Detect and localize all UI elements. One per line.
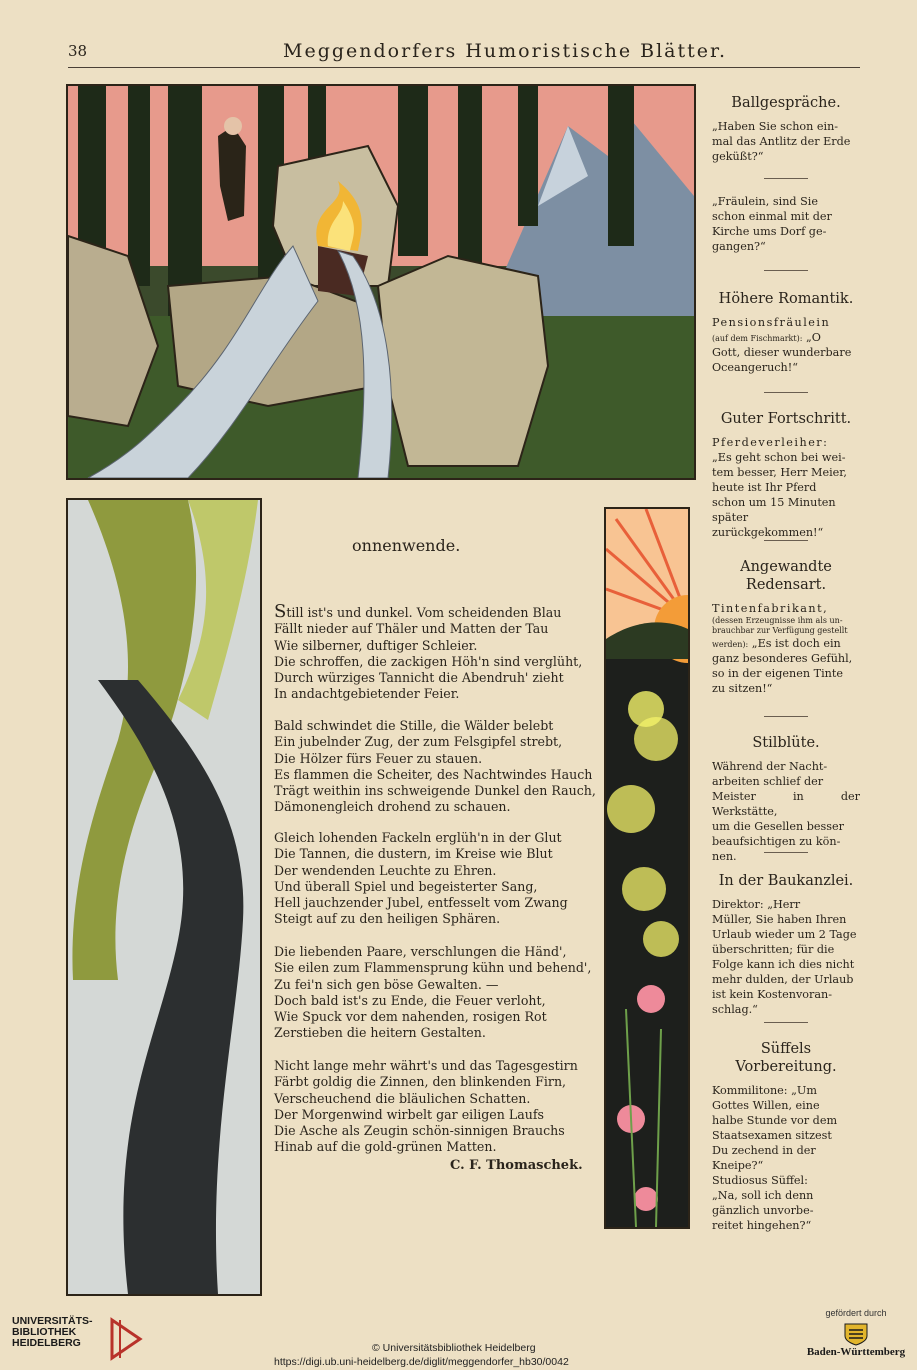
- section-baukanzlei: [712, 872, 860, 1017]
- joke-line: Folge kann ich dies nicht: [712, 958, 855, 971]
- poem-line: Zerstieben die heitern Gestalten.: [274, 1025, 486, 1041]
- stage-note: (auf dem Fischmarkt):: [712, 334, 803, 343]
- section-heading: Süffels: [760, 1041, 812, 1057]
- source-url[interactable]: https://digi.ub.uni-heidelberg.de/diglit/meggendorfer_hb30/0042: [274, 1356, 569, 1368]
- joke-line: überschritten; für die: [712, 943, 835, 956]
- section-fortschritt: [712, 410, 860, 540]
- poem-line: Der Morgenwind wirbelt gar eiligen Laufs: [274, 1106, 544, 1122]
- sunrise-fireflies-svg: [606, 509, 688, 1227]
- section-divider: [764, 270, 808, 271]
- section-ballgespraeche-2: [712, 194, 860, 254]
- joke-line: „Es geht schon bei wei-: [712, 451, 846, 464]
- sunrise-fireflies-illustration: [604, 507, 690, 1229]
- library-name-line: HEIDELBERG: [12, 1337, 81, 1349]
- section-divider: [764, 1022, 808, 1023]
- poem-line: Die Tannen, die dustern, im Kreise wie Blut: [274, 846, 553, 862]
- stage-note: werden):: [712, 640, 749, 649]
- section-heading: Stilblüte.: [752, 735, 820, 751]
- poem-stanza-2: [274, 718, 596, 816]
- library-logo: [12, 1316, 152, 1362]
- joke-line: „Haben Sie schon ein-: [712, 120, 839, 133]
- smoke-trail-svg: [68, 500, 260, 1294]
- poem-stanza-3: [274, 830, 592, 928]
- poem-line: Die Asche als Zeugin schön-sinnigen Brauchs: [274, 1123, 565, 1139]
- poem-line: Wie silberner, duftiger Schleier.: [274, 637, 478, 653]
- joke-line: „Na, soll ich denn: [712, 1189, 814, 1202]
- joke-line: schlag.“: [712, 1003, 758, 1016]
- poem-line: Dämonengleich drohend zu schauen.: [274, 799, 511, 815]
- joke-line: heute ist Ihr Pferd: [712, 481, 817, 494]
- joke-line: Gottes Willen, eine: [712, 1099, 820, 1112]
- poem-line: Fällt nieder auf Thäler und Matten der Tau: [274, 621, 549, 637]
- sponsor-label: gefördert durch: [825, 1308, 887, 1318]
- poem-line: Verscheuchend die bläulichen Schatten.: [274, 1090, 531, 1106]
- stage-note: brauchbar zur Verfügung gestellt: [712, 626, 848, 635]
- joke-line: Während der Nacht-: [712, 760, 828, 773]
- joke-line: so in der eigenen Tinte: [712, 667, 843, 680]
- section-heading: Höhere Romantik.: [718, 291, 854, 307]
- poem-line: Hell jauchzender Jubel, entfesselt vom Zwang: [274, 895, 568, 911]
- joke-line: gänzlich unvorbe-: [712, 1204, 814, 1217]
- poem-line: Hinab auf die gold-grünen Matten.: [274, 1139, 497, 1155]
- joke-line: „Es ist doch ein: [751, 637, 841, 650]
- smoke-trail-illustration: [66, 498, 262, 1296]
- joke-line: Kommilitone: „Um: [712, 1084, 817, 1097]
- joke-line: Gott, dieser wunderbare: [712, 346, 852, 359]
- joke-line: ganz besonderes Gefühl,: [712, 652, 853, 665]
- section-divider: [764, 178, 808, 179]
- joke-line: reitet hingehen?“: [712, 1219, 812, 1232]
- section-divider: [764, 392, 808, 393]
- poem-line: Färbt goldig die Zinnen, den blinkenden Firn,: [274, 1074, 567, 1090]
- section-redensart: [712, 558, 860, 696]
- section-heading-2: Redensart.: [745, 577, 827, 593]
- poem-line: Und überall Spiel und begeisterter Sang,: [274, 878, 538, 894]
- joke-line: Kneipe?“: [712, 1159, 764, 1172]
- poem-line: Sie eilen zum Flammensprung kühn und behend',: [274, 960, 592, 976]
- joke-line: Urlaub wieder um 2 Tage: [712, 928, 857, 941]
- poem-stanza-1: [274, 601, 592, 703]
- joke-line: zu sitzen!“: [712, 682, 773, 695]
- magazine-title: Meggendorfers Humoristische Blätter.: [283, 40, 728, 62]
- section-ballgespraeche: [712, 94, 860, 164]
- joke-line: schon um 15 Minuten: [712, 496, 836, 509]
- library-name-line: UNIVERSITÄTS-: [12, 1315, 93, 1327]
- speaker: Pensionsfräulein: [712, 316, 831, 329]
- poem-line: Gleich lohenden Fackeln erglüh'n in der Glut: [274, 830, 562, 845]
- bonfire-scene-svg: [68, 86, 694, 478]
- poem-author: C. F. Thomaschek.: [450, 1158, 583, 1173]
- poem-line: Trägt weithin ins schweigende Dunkel den Rauch,: [274, 783, 596, 799]
- joke-line: „Fräulein, sind Sie: [712, 195, 818, 208]
- section-heading: In der Baukanzlei.: [718, 873, 854, 889]
- copyright-text: © Universitätsbibliothek Heidelberg: [372, 1342, 536, 1354]
- joke-line: halbe Stunde vor dem: [712, 1114, 838, 1127]
- coat-of-arms-icon: [843, 1322, 869, 1346]
- poem-line: Ein jubelnder Zug, der zum Felsgipfel strebt,: [274, 734, 563, 750]
- joke-line: schon einmal mit der: [712, 210, 832, 223]
- poem-line: till ist's und dunkel. Vom scheidenden Blau: [286, 605, 562, 620]
- section-stilbluete: [712, 734, 860, 864]
- sponsor-block: [806, 1308, 906, 1368]
- section-romantik: [712, 290, 860, 375]
- poem-line: Bald schwindet die Stille, die Wälder belebt: [274, 718, 554, 733]
- page-number: 38: [68, 42, 88, 60]
- poem-line: Durch würziges Tannicht die Abendruh' zieht: [274, 670, 564, 686]
- joke-line: ist kein Kostenvoran-: [712, 988, 833, 1001]
- joke-line: Kirche ums Dorf ge-: [712, 225, 827, 238]
- poem-line: Die liebenden Paare, verschlungen die Händ',: [274, 944, 567, 959]
- poem-stanza-4: [274, 944, 592, 1042]
- section-vorbereitung: [712, 1040, 860, 1233]
- poem-line: Wie Spuck vor dem nahenden, rosigen Rot: [274, 1009, 547, 1025]
- speaker: Tintenfabrikant,: [712, 602, 829, 615]
- joke-line: Du zechend in der: [712, 1144, 816, 1157]
- bonfire-illustration: [66, 84, 696, 480]
- joke-line: Staatsexamen sitzest: [712, 1129, 832, 1142]
- stage-note: (dessen Erzeugnisse ihm als un-: [712, 616, 843, 625]
- section-heading: Ballgespräche.: [731, 95, 841, 111]
- joke-line: Oceangeruch!“: [712, 361, 798, 374]
- section-divider: [764, 852, 808, 853]
- joke-line: um die Gesellen besser: [712, 820, 844, 833]
- poem-line: Der wendenden Leuchte zu Ehren.: [274, 862, 497, 878]
- section-heading-2: Vorbereitung.: [735, 1059, 837, 1075]
- sponsor-name: Baden-Württemberg: [806, 1346, 906, 1358]
- speaker: Pferdeverleiher:: [712, 436, 829, 449]
- poem-stanza-5: [274, 1058, 592, 1156]
- joke-line: geküßt?“: [712, 150, 764, 163]
- poem-line: Nicht lange mehr währt's und das Tagesgestirn: [274, 1058, 578, 1073]
- joke-line: mal das Antlitz der Erde: [712, 135, 851, 148]
- joke-line: Meister in der Werkstätte,: [712, 790, 860, 818]
- library-name-line: BIBLIOTHEK: [12, 1326, 77, 1338]
- poem-line: Die Hölzer fürs Feuer zu stauen.: [274, 750, 483, 766]
- joke-line: arbeiten schlief der: [712, 775, 824, 788]
- joke-line: Müller, Sie haben Ihren: [712, 913, 847, 926]
- poem-line: Steigt auf zu den heiligen Sphären.: [274, 911, 501, 927]
- joke-line: mehr dulden, der Urlaub: [712, 973, 854, 986]
- poem-line: Es flammen die Scheiter, des Nachtwindes Hauch: [274, 766, 593, 782]
- joke-line: nen.: [712, 850, 737, 863]
- joke-line: Direktor: „Herr: [712, 898, 801, 911]
- drop-cap: S: [274, 601, 287, 622]
- joke-line: beaufsichtigen zu kön-: [712, 835, 841, 848]
- header-rule: [68, 67, 860, 68]
- joke-line: „O: [806, 331, 821, 344]
- section-divider: [764, 540, 808, 541]
- poem-line: Doch bald ist's zu Ende, die Feuer verloht,: [274, 992, 546, 1008]
- section-divider: [764, 716, 808, 717]
- section-heading: Angewandte: [740, 559, 832, 575]
- library-emblem-icon: [106, 1316, 146, 1362]
- poem-title: onnenwende.: [352, 536, 461, 555]
- poem-line: Die schroffen, die zackigen Höh'n sind verglüht,: [274, 653, 583, 669]
- joke-line: gangen?“: [712, 240, 766, 253]
- section-heading: Guter Fortschritt.: [720, 411, 852, 427]
- joke-line: Studiosus Süffel:: [712, 1174, 808, 1187]
- poem-line: Zu fei'n sich gen böse Gewalten. —: [274, 976, 499, 992]
- joke-line: später zurückgekommen!“: [712, 511, 824, 539]
- poem-line: In andachtgebietender Feier.: [274, 686, 460, 702]
- page-header: [68, 40, 858, 64]
- joke-line: tem besser, Herr Meier,: [712, 466, 847, 479]
